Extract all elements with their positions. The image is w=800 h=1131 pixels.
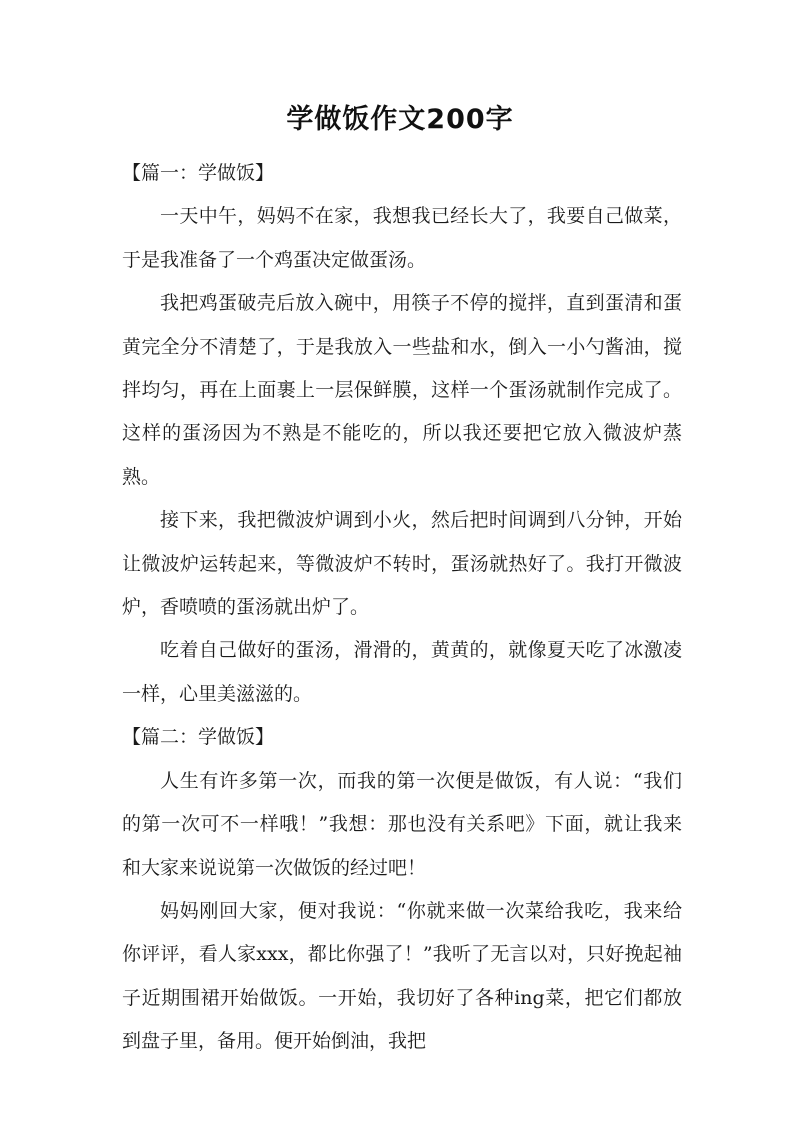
paragraph: 吃着自己做好的蛋汤，滑滑的，黄黄的，就像夏天吃了冰激凌一样，心里美滋滋的。 [122,639,682,705]
paragraph: 接下来，我把微波炉调到小火，然后把时间调到八分钟，开始让微波炉运转起来，等微波炉不转时，蛋汤就热好了。我打开微波炉，香喷喷的蛋汤就出炉了。 [122,509,682,619]
section-heading-2: 【篇二：学做饭】 [122,726,275,749]
paragraph: 我把鸡蛋破壳后放入碗中，用筷子不停的搅拌，直到蛋清和蛋黄完全分不清楚了，于是我放入一些盐和水，倒入一小勺酱油，搅拌均匀，再在上面裹上一层保鲜膜，这样一个蛋汤就制作完成了。这样的蛋汤因为不熟是不能吃的，所以我还要把它放入微波炉蒸熟。 [122,292,682,488]
paragraph: 妈妈刚回大家，便对我说：“你就来做一次菜给我吃，我来给你评评，看人家xxx，都比你强了！”我听了无言以对，只好挽起袖子近期围裙开始做饭。一开始，我切好了各种ing菜，把它们都放到盘子里，备用。便开始倒油，我把 [122,899,682,1053]
section-heading-1: 【篇一：学做饭】 [122,162,275,184]
paragraph: 人生有许多第一次，而我的第一次便是做饭，有人说：“我们的第一次可不一样哦！”我想：那也没有关系吧》下面，就让我来和大家来说说第一次做饭的经过吧！ [122,769,682,879]
document-body [122,152,682,1064]
paragraph: 一天中午，妈妈不在家，我想我已经长大了，我要自己做菜，于是我准备了一个鸡蛋决定做蛋汤。 [122,205,682,271]
document-title: 学做饭作文200字 [286,104,514,135]
